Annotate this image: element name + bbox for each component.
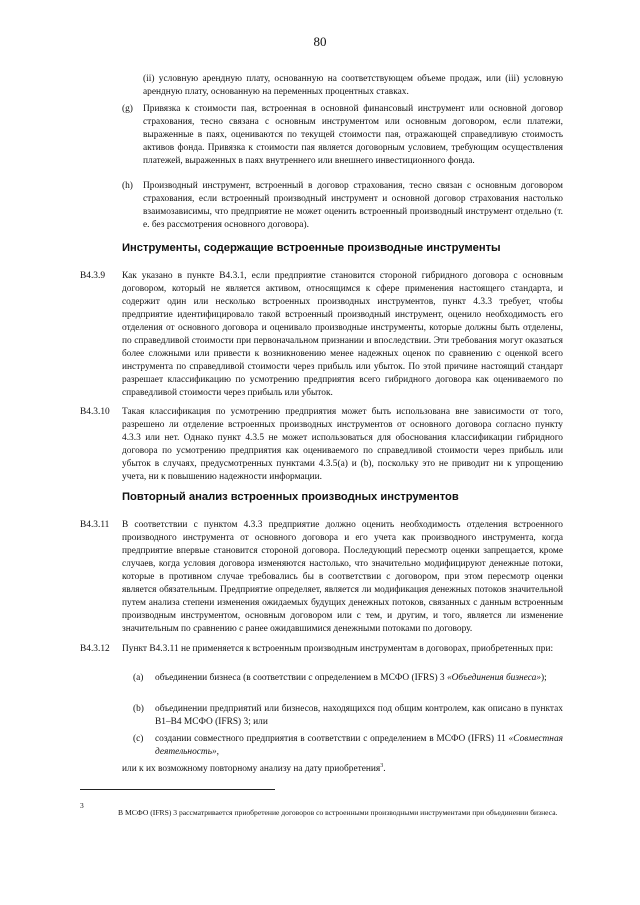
item-h-text: Производный инструмент, встроенный в договор страхования, тесно связан с основным договором страхования, если встроенный производный инструмент и основной договор страхования настолько взаимозависимы, что предприятие не может оценить встроенный производный инструмент отдельно (т. е. без рассмотрения основного договора). xyxy=(143,181,563,230)
item-g-text: Привязка к стоимости пая, встроенная в основной финансовый инструмент или основной договор страхования, тесно связана с основным инструментом или основным договором, если платежи, выраженные в паях, оцениваются по текущей стоимости пая, отражающей справедливую стоимость активов фонда. Привязка к стоимости пая является договорным условием, требующим осуществления платежей, выраженных в паях внутреннего или внешнего инвестиционного фонда. xyxy=(143,104,563,166)
sub-item-b-text: объединении предприятий или бизнесов, находящихся под общим контролем, как описано в пунктах B1–B4 МСФО (IFRS) 3; или xyxy=(155,704,563,727)
section-heading-reassessment: Повторный анализ встроенных производных инструментов xyxy=(122,491,459,503)
para-b4-3-11-label: B4.3.11 xyxy=(80,520,110,530)
intro-continuation: (ii) условную арендную плату, основанную на соответствующем объеме продаж, или (iii) условную арендную плату, основанную на переменных процентных ставках. xyxy=(143,74,563,97)
para-b4-3-12-closing: или к их возможному повторному анализу на дату приобретения$^3$. xyxy=(122,762,386,774)
sub-item-a-title: «Объединения бизнеса» xyxy=(446,673,542,683)
item-g-label: (g) xyxy=(122,104,133,114)
para-b4-3-9-text: Как указано в пункте B4.3.1, если предприятие становится стороной гибридного договора с основным договором, который не является активом, относящимся к сфере применения настоящего стандарта, и содержит один или несколько встроенных производных инструментов, пункт 4.3.3 требует, чтобы предприятие идентифицировало такой встроенный производный инструмент, оценило необходимость его отделения от основного договора и оценивало производные инструменты, которые должны быть отделены, по справедливой стоимости при первоначальном признании и впоследствии. Эти требования могут оказаться более сложными или привести к возникновению менее надежных оценок по сравнению с оценкой всего инструмента по справедливой стоимости через прибыль или убыток. По этой причине настоящий стандарт разрешает классификацию по усмотрению предприятия всего гибридного договора как оцениваемого по справедливой стоимости через прибыль или убыток. xyxy=(122,271,563,398)
sub-item-b-label: (b) xyxy=(133,704,144,714)
footnote-ref: 3 xyxy=(380,762,384,769)
para-b4-3-9-label: B4.3.9 xyxy=(80,271,106,281)
footnote-text: В МСФО (IFRS) 3 рассматривается приобретение договоров со встроенными производными инструментами при объединении бизнеса. xyxy=(118,808,558,817)
para-b4-3-12-label: B4.3.12 xyxy=(80,644,110,654)
para-b4-3-10-label: B4.3.10 xyxy=(80,407,110,417)
sub-item-a-label: (a) xyxy=(133,673,144,683)
para-b4-3-11-text: В соответствии с пунктом 4.3.3 предприятие должно оценить необходимость отделения встроенного производного инструмента от основного договора и его учета как производного инструмента, когда предприятие впервые становится стороной договора. Последующий пересмотр оценки запрещается, кроме случаев, когда условия договора изменяются настолько, что значительно модифицируют денежные потоки, которые в противном случае требовались бы в соответствии с договором, при этом пересмотр оценки является обязательным. Предприятие определяет, является ли модификация денежных потоков значительной путем анализа степени изменения ожидаемых будущих денежных потоков, связанных с данным встроенным производным инструментом, основным договором или с тем, и другим, и того, является ли изменение значительным по сравнению с ранее ожидавшимися денежными потоками по договору. xyxy=(122,520,563,634)
sub-item-c-label: (c) xyxy=(133,734,144,744)
para-b4-3-10-text: Такая классификация по усмотрению предприятия может быть использована вне зависимости от того, разрешено ли отделение встроенных производных инструментов от основного договора согласно пункту 4.3.3 или нет. Однако пункт 4.3.5 не может использоваться для обоснования классификации гибридного договора по усмотрению предприятия как оцениваемого по справедливой стоимости через прибыль или убыток в случаях, предусмотренных пунктами 4.3.5(a) и (b), поскольку это не приводит ни к упрощению учета, ни к повышению надежности информации. xyxy=(122,407,563,482)
para-b4-3-12-text: Пункт B4.3.11 не применяется к встроенным производным инструментам в договорах, приобретенных при: xyxy=(122,644,554,654)
page-number: 80 xyxy=(313,34,327,49)
sub-item-a-text: объединении бизнеса (в соответствии с определением в МСФО (IFRS) 3 «Объединения бизнеса»); xyxy=(155,673,547,683)
sub-item-c-title: «Совместная деятельность» xyxy=(155,734,563,757)
footnote-rule xyxy=(80,789,275,790)
footnote-number: 3 xyxy=(80,801,84,810)
section-heading-embedded-instruments: Инструменты, содержащие встроенные производные инструменты xyxy=(122,242,501,254)
item-h-label: (h) xyxy=(122,181,133,191)
sub-item-c-text: создании совместного предприятия в соответствии с определением в МСФО (IFRS) 11 «Совместная деятельность», xyxy=(155,734,563,757)
